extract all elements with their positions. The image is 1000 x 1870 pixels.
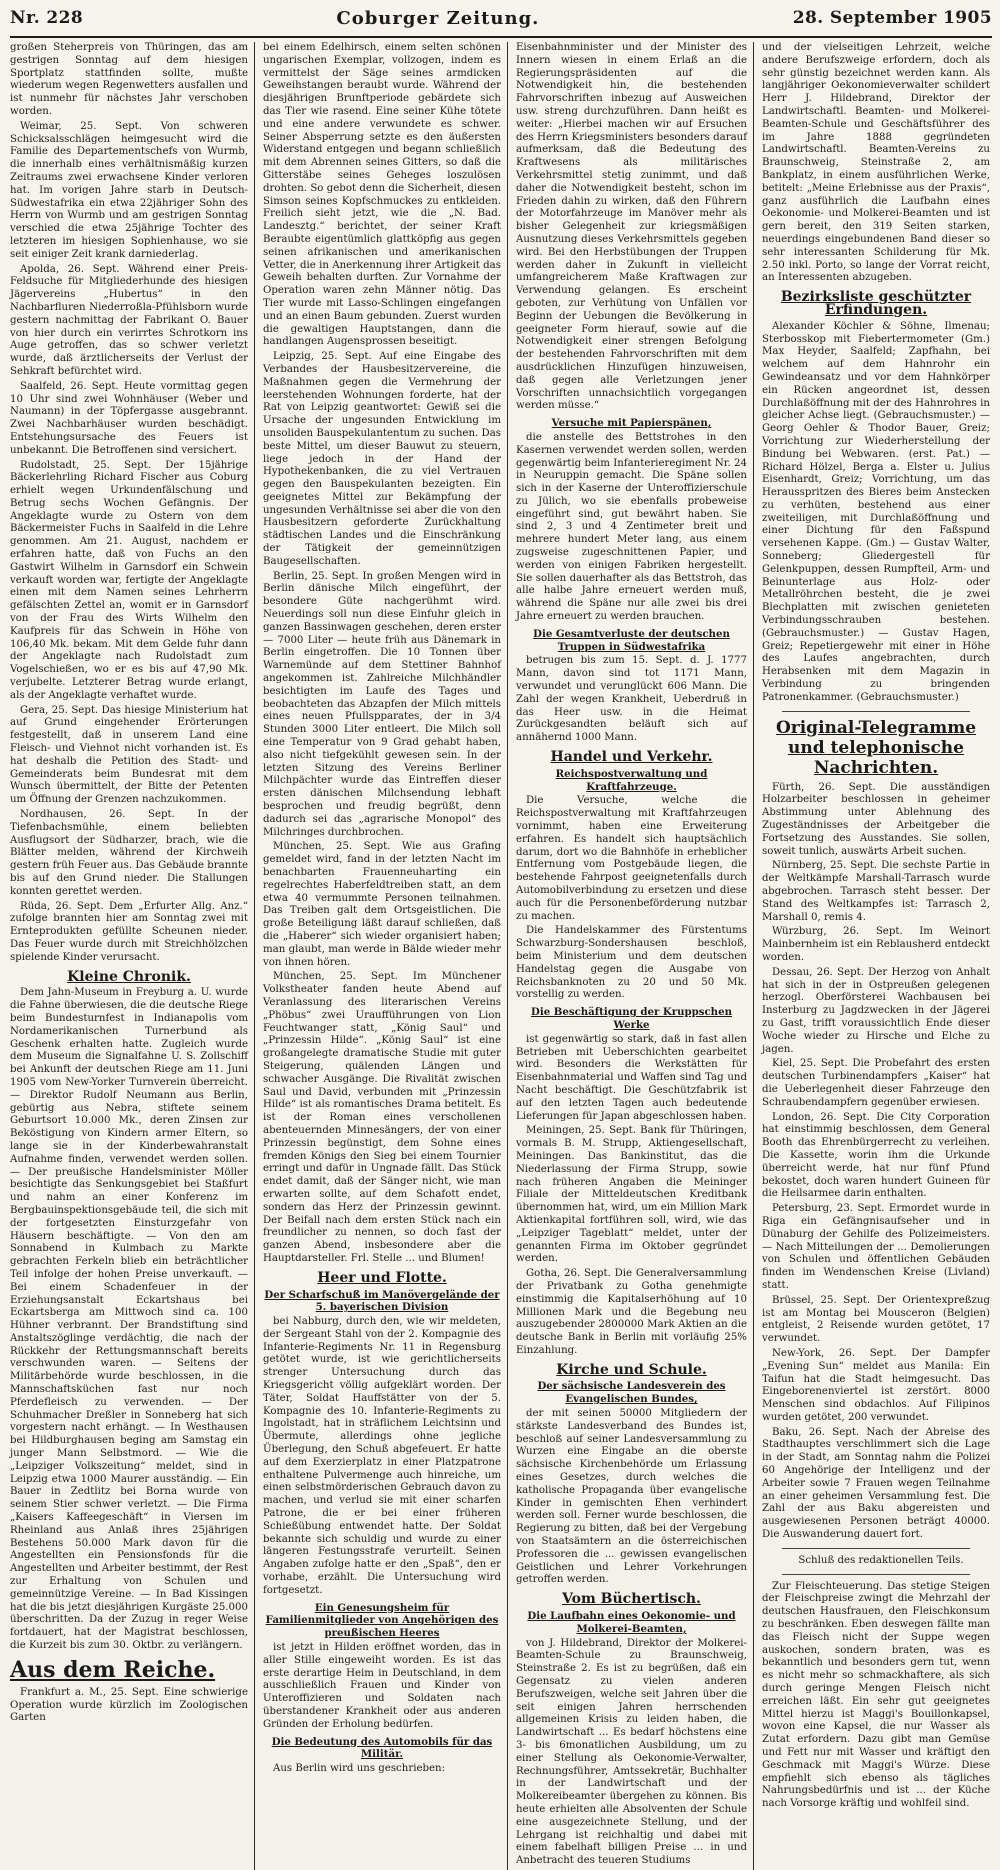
article-text: Rüda, 26. Sept. Dem „Erfurter Allg. Anz.“ zufolge brannten hier am Sonntag zwei mit Ernteprodukten gefüllte Scheunen nieder. Das Feuer wurde durch mit Streichhölzchen spielende Kinder verursacht.	[10, 900, 248, 963]
column-2	[263, 42, 508, 1870]
section-heading: Heer und Flotte.	[317, 1269, 447, 1286]
article-text: großen Steherpreis von Thüringen, das am gestrigen Sonntag auf dem hiesigen Sportplatz stattfinden sollte, mußte wiederum wegen Regenwetters ausfallen und ist nunmehr für nächstes Jahr verschoben worden.	[10, 42, 248, 117]
article-text: Dem Jahn-Museum in Freyburg a. U. wurde die Fahne überwiesen, die die deutsche Riege beim Bundesturnfest in Indianapolis vom Nordamerikanischen Turnerbund als Geschenk erhalten hatte. Zugleich wurde dem Museum die Signalfahne U. S. Zollschiff bei Ankunft der deutschen Riege am 11. Juni 1905 vom New-Yorker Turnverein überreicht. — Direktor Rudolf Neumann aus Berlin, gebürtig aus Nebra, stiftete seinem Geburtsort 10.000 Mk., deren Zinsen zur Beköstigung von Kindern armer Eltern, so lange sie in der Kinderbewahranstalt Aufnahme finden, verwendet werden sollen. — Der preußische Handelsminister Möller besichtigte das Senkungsgebiet bei Staßfurt und nahm an einer Konferenz im Bergbauinspektionsgebäude teil, die sich mit der fortgesetzten Einsturzgefahr von Häusern beschäftigte. — Von den am Sonnabend in Kulmbach zu Markte gebrachten Ferkeln blieb ein beträchtlicher Teil infolge der hohen Preise unverkauft. — Bei einem Schadenfeuer in der Erziehungsanstalt Eckartshaus bei Eckartsberga am Mittwoch sind ca. 100 Hühner verbrannt. Der Brandstiftung sind Anstaltszöglinge verdächtig, die nach der Rückkehr der Rettungsmannschaft bereits verschwunden waren. — Seitens der Militärbehörde wurde beschlossen, in die Mannschaftsküchen fast nur noch Pferdefleisch zu verwenden. — Der Schuhmacher Dreßler in Sonneberg hat sich vorgestern nacht erhängt. — In Westhausen bei Hildburghausen beging am Samstag ein junger Mann Selbstmord. — Wie die „Leipziger Volkszeitung“ meldet, sind in Leipzig etwa 1000 Maurer ausständig. — Ein Bauer in Zedtlitz bei Borna wurde von seinem Stier schwer verletzt. — Die Firma „Kaisers Kaffeegeschäft“ in Viersen im Rheinland aus Anlaß ihres 25jährigen Bestehens 50.000 Mark davon für die Angestellten ein Pensionsfonds für die Angestellten und Arbeiter bestimmt, der Rest zur Erhaltung von Schulen und gemeinnützige Vereine. — In Bad Kissingen hat die bis jetzt diesjährigen Kurgäste 25.000 überschritten. Da der Zuzug in reger Weise fortdauert, hat der Magistrat beschlossen, die Kurzeit bis zum 30. Oktbr. zu verlängern.	[10, 987, 248, 1652]
divider	[782, 1574, 970, 1575]
article-text: Alexander Köchler & Söhne, Ilmenau; Sterbosskop mit Fiebertermometer (Gm.) Max Heyder, Saalfeld; Zapfhahn, bei welchem auf dem Hahnrohr ein Gewindeansatz und vor dem Hahnkörper ein Rücken angeordnet ist, dessen Durchlaßöffnung mit der des Hahnrohres in gleicher Achse liegt. (Gebrauchsmuster.) — Georg Oehler & Thodor Bauer, Greiz; Vorrichtung zur Wiederherstellung der Bindung bei Webwaren. (erst. Pat.) — Richard Hölzel, Berga a. Elster u. Julius Eisenhardt, Greiz; Vorrichtung, um das Herausspritzen des Bieres beim Anstecken zu verhüten, bestehend aus einer zweiteiligen, mit Durchlaßöffnung und einer Dichtung für den Faßspund versehenen Kappe. (Gm.) — Gustav Walter, Sonneberg; Gliedergestell für Gelenkpuppen, dessen Rumpfteil, Arm- und Beinunterlage aus Holz- oder Metallröhrchen besteht, die je zwei Blechplatten mit zwischen genieteten Verbindungsschrauben bestehen. (Gebrauchsmuster.) — Gustav Hagen, Greiz; Repetiergewehr mit einer in Höhe des Laufes angebrachten, durch Herabsenken mit dem Magazin in Verbindung zu bringenden Patronenkammer. (Gebrauchsmuster.)	[762, 320, 990, 703]
article-text: Dessau, 26. Sept. Der Herzog von Anhalt hat sich in der in Ostpreußen gelegenen herzogl. Oberförsterei Wachbausen bei Insterburg zu Jagdzwecken in der Jägerei zu Gast, trifft voraussichtlich Ende dieser Woche wieder zu Hirsche und Elche zu jagen.	[762, 966, 990, 1055]
column-1	[10, 42, 255, 1870]
article-text: Frankfurt a. M., 25. Sept. Eine schwierige Operation wurde kürzlich im Zoologischen Garten	[10, 1686, 248, 1724]
article-headline: Versuche mit Papierspänen,	[551, 417, 712, 430]
issue-date: 28. September 1905	[792, 8, 992, 28]
article-text: Eisenbahnminister und der Minister des Innern wiesen in einem Erlaß an die Regierungspräsidenten auf die Notwendigkeit hin, die bestehenden Fahrvorschriften inbezug auf Ausweichen usw. streng durchzuführen. Dann heißt es weiter: „Hierbei machen wir auf Ersuchen des Herrn Kriegsministers besonders darauf aufmerksam, daß die Bedeutung des Kraftwesens als militärisches Verkehrsmittel stetig zunimmt, und daß daher die Notwendigkeit besteht, schon im Frieden dahin zu wirken, daß den Führern der Motorfahrzeuge im Manöver mehr als bisher Gelegenheit zur kriegsmäßigen Ausnutzung dieses Verkehrsmittels gegeben wird. Bei den Herbstübungen der Truppen werden daher in Zukunft in vielleicht umfangreicherem Maße Kraftwagen zur Verwendung gelangen. Es erscheint geboten, zur Verhütung von Unfällen vor Beginn der Uebungen die Bevölkerung in geeigneter Form hierauf, sowie auf die Notwendigkeit einer strengen Befolgung der bestehenden Fahrvorschriften mit dem ausdrücklichen Hinzufügen hinzuweisen, daß gegen alle Verletzungen jener Vorschriften unnachsichtlich vorgegangen werden müsse.“	[516, 42, 747, 412]
article-headline: Die Bedeutung des Automobils für das Militär.	[271, 1735, 493, 1761]
end-of-editorial: Schluß des redaktionellen Teils.	[798, 1554, 964, 1566]
article-text: Würzburg, 26. Sept. Im Weinort Mainbernheim ist ein Reblausherd entdeckt worden.	[762, 926, 990, 963]
article-text: Brüssel, 25. Sept. Der Orientexpreßzug ist am Montag bei Mousceron (Belgien) entgleist, 2 Reisende wurden getötet, 17 verwundet.	[762, 1294, 990, 1345]
article-text: Weimar, 25. Sept. Von schweren Schicksalsschlägen heimgesucht wird die Familie des Departementschefs von Wurmb, die innerhalb eines verhältnismäßig kurzen Zeitraums zwei erwachsene Kinder verloren hat. Im vorigen Jahre starb in Deutsch-Südwestafrika ein etwa 22jähriger Sohn des Herrn von Wurmb und am gestrigen Sonntag verschied die etwa 25jährige Tochter des letzteren im hiesigen Sophienhause, wo sie seit einiger Zeit krank darniederlag.	[10, 120, 248, 260]
article-text: ist gegenwärtig so stark, daß in fast allen Betrieben mit Ueberschichten gearbeitet wird. Besonders die Werkstätten für Eisenbahnmaterial und Waffen sind Tag und Nacht beschäftigt. Die Geschützfabrik ist auf den letzten Tagen auch bedeutende Lieferungen für Japan abgeschlossen haben.	[516, 1033, 747, 1122]
article-text: bei einem Edelhirsch, einem selten schönen ungarischen Exemplar, vollzogen, indem es vermittelst der Säge seines armdicken Geweihstangen beraubt wurde. Während der diesjährigen Brunftperiode gebärdete sich das Tier wie rasend. Eine seiner Kühe tötete und eine andere verwundete es schwer. Seiner Absperrung setzte es den äußersten Widerstand entgegen und begann schließlich mit dem Abrennen seines Gitters, so daß die Gitterstäbe seines Geheges loszulösen drohten. So gebot denn die Sicherheit, diesen Simson seines Kopfschmuckes zu entkleiden. Freilich sieht jetzt, wie die „N. Bad. Landesztg.“ berichtet, der seiner Kraft Beraubte eigentümlich glattköpfig aus gegen seinen afrikanischen und amerikanischen Vetter, die in Anerkennung ihrer Artigkeit das Geweih behalten durften. Zur Vornahme der Operation waren zehn Männer nötig. Das Tier wurde mit Lasso-Schlingen eingefangen und an einen Baum gebunden. Zuerst wurden die gewaltigen Hauptstangen, dann die handlangen Augensprossen beseitigt.	[263, 42, 501, 348]
article-text: Berlin, 25. Sept. In großen Mengen wird in Berlin dänische Milch eingeführt, der besondere Güte nachgerühmt wird. Neuerdings soll nun diese Einfuhr gleich in ganzen Bassinwagen geschehen, deren erster — 7000 Liter — heute früh aus Dänemark in Berlin eingetroffen. Die 10 Tonnen über Warnemünde auf dem Stettiner Bahnhof angekommen ist. Zahlreiche Milchhändler besichtigten im Laufe des Tages und beobachteten das Abzapfen der Milch mittels eines neuen Pfullspparates, der in 3/4 Stunden 3000 Liter entleert. Die Milch soll eine Temperatur von 9 Grad gehabt haben, also nicht tiefgekühlt gewesen sein. In der letzten Sitzung des Vereins Berliner Milchpächter wurde das Eintreffen dieser ersten dänischen Milchsendung lebhaft besprochen und freudig begrüßt, denn dadurch sei das „agrarische Monopol“ des Milchringes durchbrochen.	[263, 570, 501, 838]
column-3	[516, 42, 754, 1870]
article-text: die anstelle des Bettstrohes in den Kasernen verwendet werden sollen, werden gegenwärtig beim Infanterieregiment Nr. 24 in Neuruppin gemacht. Die Späne sollen sich in der Kaserne der Unteroffizierschule zu Jülich, wo sie ebenfalls probeweise eingeführt sind, gut bewährt haben. Sie sind 2, 3 und 4 Zentimeter breit und mehrere hundert Meter lang, aus einem zugsweise zugeschnittenen Papier, und werden von einigen Fabriken hergestellt. Sie sollen dauerhafter als das Bettstroh, das alle halbe Jahre erneuert werden muß, während die Späne nur alle zwei bis drei Jahre erneuert zu werden brauchen.	[516, 431, 747, 623]
advertisement-text: Zur Fleischteuerung. Das stetige Steigen der Fleischpreise zwingt die Mehrzahl der deutschen Hausfrauen, den Fleischkonsum zu beschränken. Eben deswegen fällte man das Fleisch nicht der Suppe wegen auskochen, sondern braten, was es bekanntlich und besonders gern tut, wenn es nicht mehr so schmackhaftere, als sich durch geringe Mengen Fleisch nicht erreichen läßt. Ein sehr gut geeignetes Mittel hierzu ist Maggi's Bouillonkapsel, wovon eine Kapsel, die nur Wasser als Zutat erfordern. Dazu gibt man Gemüse und Fett nur mit Wasser und kräftigt den Geschmack mit Maggi's Würze. Diese empfiehlt sich ebenso als tägliches Nahrungsbedürfnis und ist ... der Küche nach Vorsorge kräftig und wohlfeil sind.	[762, 1580, 990, 1810]
article-text: New-York, 26. Sept. Der Dampfer „Evening Sun“ meldet aus Manila: Ein Taifun hat die Stadt heimgesucht. Das Eingeborenenviertel ist zerstört. 8000 Menschen sind obdachlos. Auf Filipinos wurden getötet, 200 verwundet.	[762, 1347, 990, 1423]
article-text: London, 26. Sept. Die City Corporation hat einstimmig beschlossen, dem General Booth das Ehrenbürgerrecht zu verleihen. Die Kassette, worin ihm die Urkunde überreicht werde, hat nur fünf Pfund bekostet, doch waren hundert Guineen für die Heilsarmee darin enthalten.	[762, 1111, 990, 1200]
article-headline: Die Laufbahn eines Oekonomie- und Molkerei-Beamten,	[527, 1610, 736, 1635]
divider	[782, 711, 970, 712]
article-text: Meiningen, 25. Sept. Bank für Thüringen, vormals B. M. Strupp, Aktiengesellschaft, Meiningen. Das Bankinstitut, das die Niederlassung der Firma Strupp, sowie nach früheren Angaben die Meininger Filiale der Mitteldeutschen Kreditbank übernommen hat, wird, um ein Million Mark Aktienkapital fortführen soll, wird, wie das „Leipziger Tageblatt“ meldet, unter der genannten Firma im Oktober gegründet werden.	[516, 1125, 747, 1265]
section-heading: Aus dem Reiche.	[10, 1656, 216, 1683]
section-heading: Kleine Chronik.	[67, 968, 191, 985]
article-text: ist jetzt in Hilden eröffnet worden, das in aller Stille eingeweiht worden. Es ist das erste derartige Heim in Deutschland, in dem ausschließlich Frauen und Kinder von Unteroffizieren und Soldaten nach überstandener Krankheit oder aus anderen Gründen der Erholung bedürfen.	[263, 1642, 501, 1730]
newspaper-title: Coburger Zeitung.	[336, 7, 540, 29]
article-headline: Die Beschäftigung der Kruppschen Werke	[531, 1006, 732, 1031]
columns	[10, 42, 992, 1867]
article-headline: Der Scharfschuß im Manövergelände der 5. bayerischen Division	[264, 1288, 500, 1314]
article-text: und der vielseitigen Lehrzeit, welche andere Berufszweige erfordern, doch als sehr günstig bezeichnet werden kann. Als langjähriger Oekonomieverwalter schildert Herr J. Hildebrand, Direktor der Landwirtschaftl. Beamten- und Molkerei-Beamten-Schule und Geschäftsführer des im Jahre 1888 gegründeten Landwirtschaftl. Beamten-Vereins zu Braunschweig, Steinstraße 2, am Bankplatz, in einem ausführlichen Werke, betitelt: „Meine Erlebnisse aus der Praxis“, ganz ausführlich die Laufbahn eines Oekonomie- und Molkerei-Beamten und ist gern bereit, den 319 Seiten starken, neuerdings eingebundenen Band dieser so sehr interessanten Schilderung für Mk. 2.50 inkl. Porto, so lange der Vorrat reicht, an Interessenten abzugeben.	[762, 42, 990, 284]
article-text: betrugen bis zum 15. Sept. d. J. 1777 Mann, davon sind tot 1171 Mann, verwundet und verunglückt 606 Mann. Die Zahl der wegen Krankheit, Ueberdruß in das Heer usw. in die Heimat Zurückgesandten beläuft sich auf annähernd 1000 Mann.	[516, 655, 747, 744]
article-text: der mit seinen 50000 Mitgliedern der stärkste Landesverband des Bundes ist, beschloß auf seiner Landesversammlung zu Wurzen eine Eingabe an die oberste sächsische Kirchenbehörde um Erlassung eines Gesetzes, durch welches die katholische Propaganda über evangelische Kinder in gemischten Ehen verhindert werden soll. Ferner wurde beschlossen, die Regierung zu bitten, daß bei der Vergebung von Staatsämtern an die österreichischen Professoren die ... gewissen evangelischen Geistlichen und Lehrer Vorkehrungen getroffen werden.	[516, 1408, 747, 1586]
article-text: Die Versuche, welche die Reichspostverwaltung mit Kraftfahrzeugen vornimmt, haben eine Erweiterung erfahren. Es handelt sich hauptsächlich darum, dort wo die Bahnhöfe in erheblicher Entfernung vom Postgebäude liegen, die bestehende Fahrpost geeignetenfalls durch Automobilverbindung zu ersetzen und diese auch für die Personenbeförderung nutzbar zu machen.	[516, 795, 747, 922]
divider	[782, 1548, 970, 1549]
masthead-rule	[10, 36, 992, 38]
article-headline: Reichspostverwaltung und Kraftfahrzeuge.	[555, 767, 708, 793]
article-text: Apolda, 26. Sept. Während einer Preis-Feldsuche für Mitgliederhunde des hiesigen Jägervereins „Hubertus“ in den Nachbarfluren Niederroßla-Pfühlsborn wurde gestern nachmittag der Fabrikant O. Bauer von hier durch ein verirrtes Schrotkorn ins Auge getroffen, das so schwer verletzt wurde, daß ärztlicherseits der Verlust der Sehkraft befürchtet wird.	[10, 263, 248, 377]
article-text: Die Handelskammer des Fürstentums Schwarzburg-Sondershausen beschloß, beim Ministerium und dem deutschen Handelstag gegen die Ausgabe von Reichsbanknoten zu 20 und 50 Mk. vorstellig zu werden.	[516, 925, 747, 1001]
article-text: Nordhausen, 26. Sept. In der Tiefenbachsmühle, einem beliebten Ausflugsort der Südharzer, brach, wie die Blätter melden, während der Kirchweih gestern früh Feuer aus. Das Gebäude brannte bis auf den Grund nieder. Die Stallungen konnten gerettet werden.	[10, 809, 248, 897]
article-headline: Der sächsische Landesverein des Evangelischen Bundes,	[537, 1380, 726, 1406]
article-text: Leipzig, 25. Sept. Auf eine Eingabe des Verbandes der Hausbesitzervereine, die Maßnahmen gegen die Vermehrung der leerstehenden Wohnungen forderte, hat der Rat von Leipzig geantwortet: Gewiß sei die Ursache der ungesunden Entwicklung im unsoliden Bauspekulantentum zu suchen. Das beste Mittel, um dieser Bauwut zu steuern, liege jedoch in der Hand der Hypothekenbanken, die zu viel Vertrauen gegen den Bauspekulanten bezeigten. Ein geeignetes Mittel zur Bekämpfung der ungesunden Verhältnisse sei aber die von den Hausbesitzern geforderte Zurückhaltung städtischen Landes und die Einschränkung der Tätigkeit der gemeinnützigen Baugesellschaften.	[263, 351, 501, 567]
section-heading: Kirche und Schule.	[556, 1361, 707, 1378]
article-headline: Die Gesamtverluste der deutschen Truppen in Südwestafrika	[533, 627, 730, 653]
section-heading: Original-Telegramme und telephonische Nachrichten.	[775, 717, 977, 778]
article-headline: Ein Genesungsheim für Familienmitglieder von Angehörigen des preußischen Heeres	[265, 1601, 499, 1640]
article-text: von J. Hildebrand, Direktor der Molkerei-Beamten-Schule zu Braunschweig, Steinstraße 2. Es ist zu begrüßen, daß ein Gegensatz zu vielen anderen Berufszweigen, welche seit Jahren über die seit einigen Jahren herrschenden allgemeinen Krisis zu leiden haben, die Landwirtschaft ... Es bedarf höchstens eine 3- bis 6monatlichen Ausbildung, um zu einer Stellung als Oekonomie-Verwalter, Rechnungsführer, Amtssekretär, Buchhalter in der Landwirtschaft und der Molkereibeamter übergehen zu können. Bis heute erhielten alle Absolventen der Schule eine ausgezeichnete Stellung, und der Lehrgang ist reichhaltig und dabei mit einem fabelhaft billigen Preise ... in und Anbetracht des teueren Studiums	[516, 1637, 747, 1867]
article-text: München, 25. Sept. Wie aus Grafing gemeldet wird, fand in der letzten Nacht im benachbarten Frauenneuharting ein regelrechtes Haberfeldtreiben statt, an dem etwa 40 vermummte Personen teilnahmen. Das Treiben galt dem Ortsgeistlichen. Die große Beteiligung läßt darauf schließen, daß die „Haberer“ sich wieder organisiert haben; man glaubt, man werde in Bälde wieder mehr von ihnen hören.	[263, 841, 501, 968]
section-heading: Bezirksliste geschützter Erfindungen.	[780, 289, 972, 318]
article-text: Baku, 26. Sept. Nach der Abreise des Stadthauptes verschlimmert sich die Lage in der Stadt, am Sonntag nahm die Polizei 60 Angehörige der Intelligenz und der Arbeiter sowie 7 Frauen wegen Teilnahme an einer geheimen Versammlung fest. Die Zahl der aus Baku abgereisten und ausgewiesenen Personen beträgt 40000. Die Auswanderung dauert fort.	[762, 1426, 990, 1541]
article-text: Nürnberg, 25. Sept. Die sechste Partie in der Weltkämpfe Marshall-Tarrasch wurde abgebrochen. Tarrasch steht besser. Der Stand des Weltkampfes ist: Tarrasch 2, Marshall 0, remis 4.	[762, 860, 990, 923]
article-text: Petersburg, 23. Sept. Ermordet wurde in Riga ein Gefängnisaufseher und in Dünaburg der Gehilfe des Polizeimeisters. — Nach Mitteilungen der ... Demolierungen von Schulen und öffentlichen Gebäuden finden im Wendenschen Kreise (Livland) statt.	[762, 1203, 990, 1291]
article-text: München, 25. Sept. Im Münchener Volkstheater fanden heute Abend auf Veranlassung des literarischen Vereins „Phöbus“ zwei Uraufführungen von Lion Feuchtwanger statt, „König Saul“ und „Prinzessin Hilde“. „König Saul“ ist eine großangelegte dramatische Studie mit guter Steigerung, quälenden Längen und schwacher Ausgänge. Die Rivalität zwischen Saul und David, verbunden mit „Prinzessin Hilde“ ist als romantisches Drama betitelt. Es ist der Roman eines verschollenen abenteuernden Minnesängers, der von einer Prinzessin begünstigt, dem Sohne eines fremden Königs den Sieg bei einem Tournier erringt und dafür in Ungnade fällt. Das Stück endet damit, daß der Sänger nicht, wie man erwarten sollte, auf dem Schafott endet, sondern das Herz der Prinzessin gewinnt. Der Beifall nach dem ersten Stück nach ein freundlicher zu nennen, so doch fast der ganzen Abend, insbesondere aber die Hauptdarsteller. Frl. Stelle ... und Blumen!	[263, 971, 501, 1264]
article-text: Kiel, 25. Sept. Die Probefahrt des ersten deutschen Turbinendampfers „Kaiser“ hat die Ueberlegenheit dieser Fahrzeuge den Schraubendampfern gegenüber erwiesen.	[762, 1058, 990, 1108]
article-text: Aus Berlin wird uns geschrieben:	[273, 1763, 446, 1775]
section-heading: Handel und Verkehr.	[550, 749, 713, 766]
article-text: Fürth, 26. Sept. Die ausständigen Holzarbeiter beschlossen in geheimer Abstimmung unter Ablehnung des Zugeständnisses der Arbeitgeber die Fortsetzung des Ausstandes. Sie sollen, soweit tunlich, auswärts Arbeit suchen.	[762, 781, 990, 857]
section-heading: Vom Büchertisch.	[562, 1591, 701, 1608]
article-text: Rudolstadt, 25. Sept. Der 15jährige Bäckerlehrling Richard Fischer aus Coburg erhielt wegen Urkundenfälschung und Betrug sechs Wochen Gefängnis. Der Angeklagte wurde zu Ostern von dem Bäckermeister Fuchs in Saalfeld in die Lehre genommen. Am 21. August, nachdem er erfahren hatte, daß von Fuchs an den Gastwirt Wilhelm in Garnsdorf ein Schwein verkauft worden war, fertigte der Angeklagte einen mit dem Namen seines Lehrherrn gefälschten Zettel an, womit er in Garnsdorf von der Frau des Wirts Wilhelm den Kaufpreis für das Schwein in Höhe von 106,40 Mk. bekam. Mit dem Gelde fuhr dann der Angeklagte nach Rudolstadt zum Vogelschießen, wo er es bis auf 47,90 Mk. verjubelte. Letzterer Betrag wurde erlangt, als der Angeklagte verhaftet wurde.	[10, 459, 248, 701]
article-text: Gotha, 26. Sept. Die Generalversammlung der Privatbank zu Gotha genehmigte einstimmig die Kapitalserhöhung auf 10 Millionen Mark und die Begebung neu auszugebender 2800000 Mark Aktien an die deutsche Bank in Berlin mit vorläufig 25% Einzahlung.	[516, 1268, 747, 1356]
masthead	[10, 0, 992, 36]
article-text: Gera, 25. Sept. Das hiesige Ministerium hat auf Grund eingehender Erörterungen festgestellt, daß in unserem Land eine Fleisch- und Viehnot nicht vorhanden ist. Es hat deshalb die Petition des Stadt- und Gemeinderats beim Bundesrat mit dem Wunsch übermittelt, der Bitte der Petenten um Öffnung der Grenzen nachzukommen.	[10, 704, 248, 806]
issue-number: Nr. 228	[10, 8, 84, 28]
article-text: bei Nabburg, durch den, wie wir meldeten, der Sergeant Stahl von der 2. Kompagnie des Infanterie-Regiments Nr. 11 in Regensburg getötet wurde, ist wie gerichtlicherseits strenger Untersuchung durch das Kriegsgericht völlig aufgeklärt worden. Der Täter, Soldat Hauffstätter von der 5. Kompagnie des 10. Infanterie-Regiments zu Ingolstadt, hat in sträflichem Leichtsinn und Übermute, allerdings ohne jegliche Überlegung, den Schuß abgefeuert. Er hatte auf dem Exerzierplatz in einer Platzpatrone enthaltene Pulvermenge auch hinreiche, um einen selbstmörderischen Gebrauch davon zu machen, und verlud sie mit einer scharfen Patrone, die er bei einer früheren Schießübung entwendet hatte. Der Soldat bekannte sich schuldig und wurde zu einer längeren Festungsstrafe verurteilt. Seinen Angaben zufolge hatte er den „Spaß“, den er vorhabe, erzählt. Die Untersuchung wird fortgesetzt.	[263, 1316, 501, 1596]
article-text: Saalfeld, 26. Sept. Heute vormittag gegen 10 Uhr sind zwei Wohnhäuser (Weber und Naumann) in der Töpfergasse ausgebrannt. Zwei Nachbarhäuser wurden beschädigt. Entstehungsursache des Feuers ist unbekannt. Die Betroffenen sind versichert.	[10, 380, 248, 456]
column-4	[762, 42, 996, 1870]
